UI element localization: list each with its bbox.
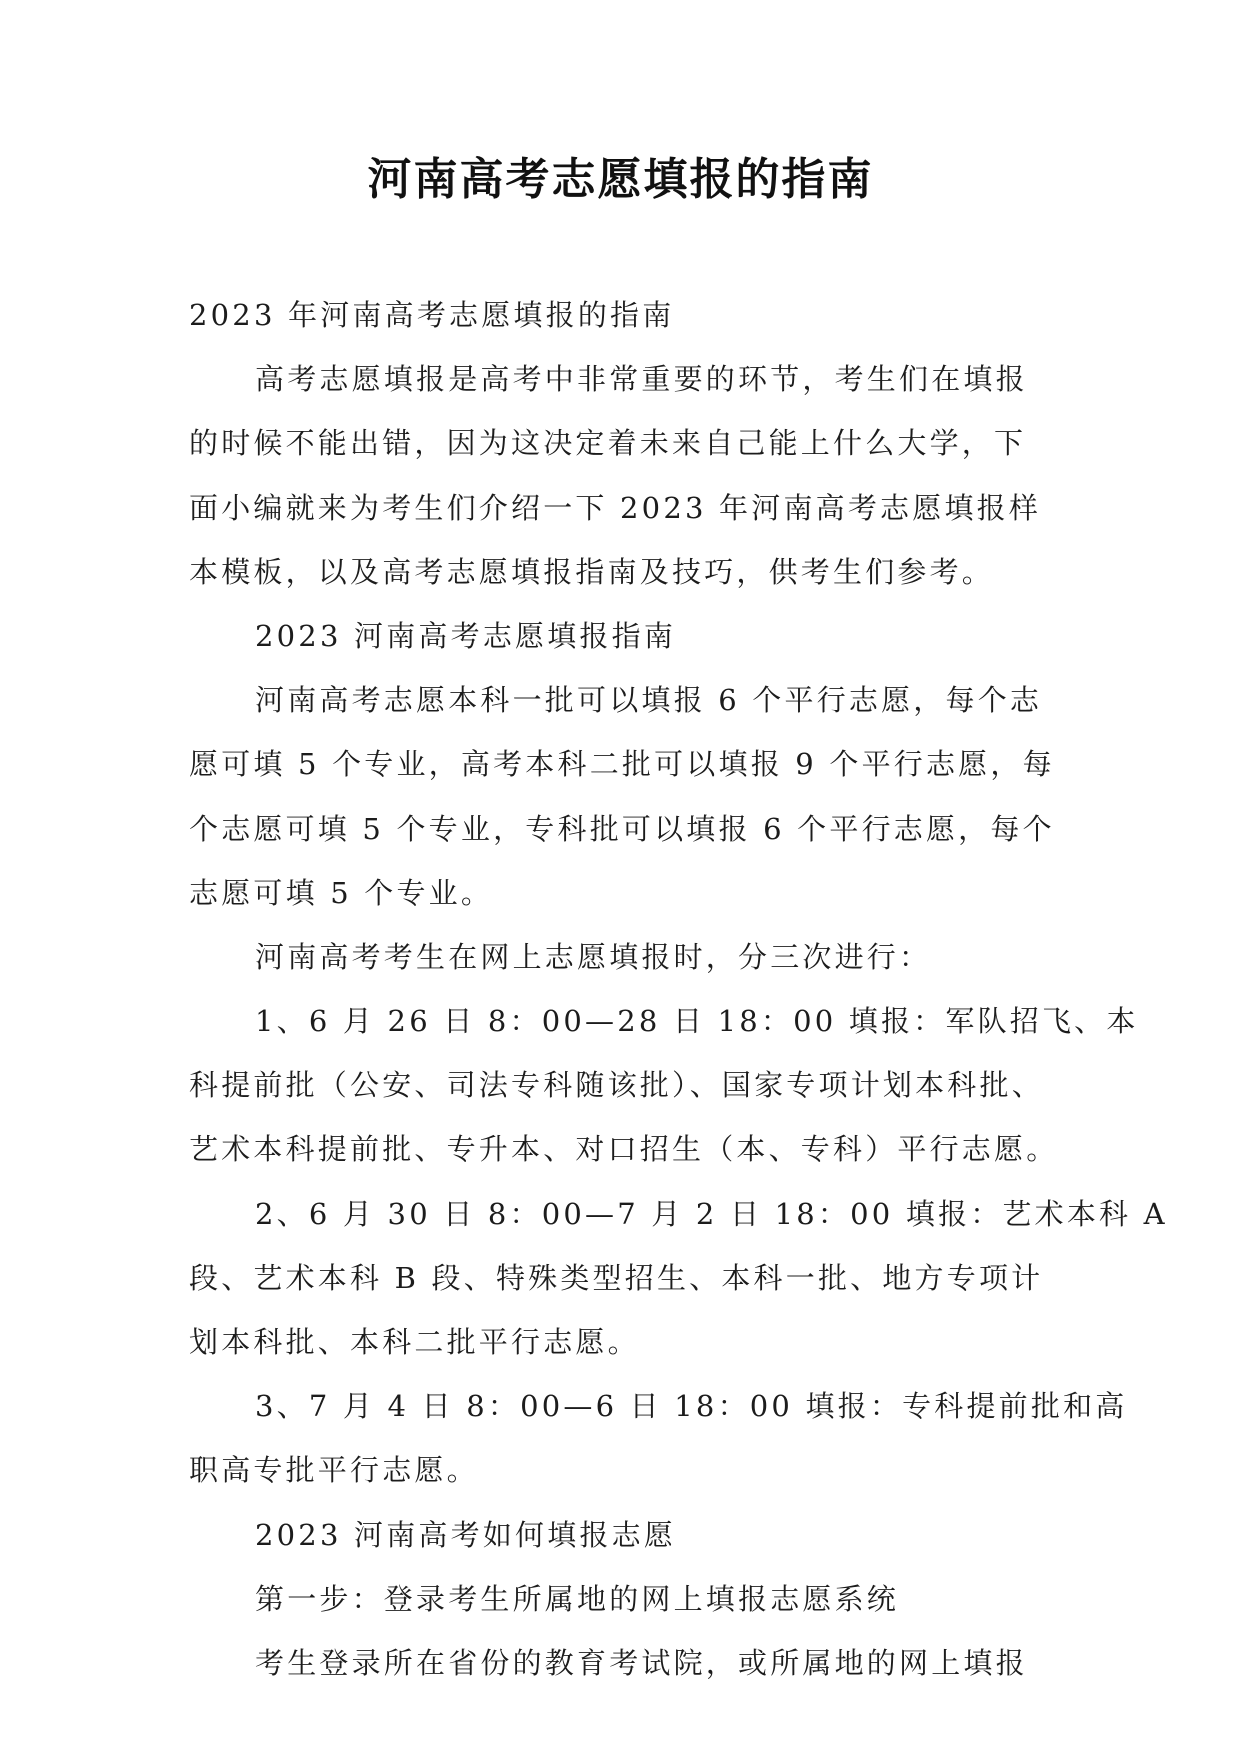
text-line: 2023 河南高考志愿填报指南 [255, 618, 677, 653]
text-line: 2023 河南高考如何填报志愿 [255, 1517, 677, 1552]
paragraph [189, 604, 1059, 668]
text-line: 愿可填 5 个专业，高考本科二批可以填报 9 个平行志愿，每 [189, 747, 1055, 782]
paragraph [189, 1631, 1059, 1695]
paragraph [189, 1503, 1059, 1567]
paragraph [189, 989, 1139, 1182]
text-line: 面小编就来为考生们介绍一下 2023 年河南高考志愿填报样 [189, 490, 1042, 525]
text-line: 个志愿可填 5 个专业，专科批可以填报 6 个平行志愿，每个 [189, 811, 1055, 846]
text-line: 高考志愿填报是高考中非常重要的环节，考生们在填报 [255, 362, 1028, 397]
text-line: 的时候不能出错，因为这决定着未来自己能上什么大学，下 [189, 426, 1027, 461]
text-line: 科提前批（公安、司法专科随该批）、国家专项计划本科批、 [189, 1068, 1044, 1103]
document-title: 河南高考志愿填报的指南 [367, 154, 874, 205]
paragraph [189, 283, 1059, 347]
text-line: 第一步：登录考生所属地的网上填报志愿系统 [255, 1581, 900, 1616]
text-line: 3、7 月 4 日 8：00—6 日 18：00 填报：专科提前批和高 [255, 1389, 1128, 1424]
paragraph [189, 1182, 1168, 1375]
document-body [189, 283, 1168, 1695]
paragraph [189, 347, 1059, 604]
text-line: 艺术本科提前批、专升本、对口招生（本、专科）平行志愿。 [189, 1132, 1059, 1167]
paragraph [189, 668, 1059, 925]
paragraph [189, 925, 1059, 989]
text-line: 2023 年河南高考志愿填报的指南 [189, 298, 675, 332]
text-line: 划本科批、本科二批平行志愿。 [189, 1325, 640, 1359]
text-line: 志愿可填 5 个专业。 [189, 875, 494, 910]
paragraph [189, 1374, 1128, 1502]
text-line: 段、艺术本科 B 段、特殊类型招生、本科一批、地方专项计 [189, 1260, 1044, 1295]
text-line: 考生登录所在省份的教育考试院，或所属地的网上填报 [255, 1645, 1028, 1680]
text-line: 河南高考考生在网上志愿填报时，分三次进行： [255, 939, 932, 974]
text-line: 1、6 月 26 日 8：00—28 日 18：00 填报：军队招飞、本 [255, 1004, 1139, 1039]
paragraph [189, 1567, 1059, 1631]
text-line: 2、6 月 30 日 8：00—7 月 2 日 18：00 填报：艺术本科 A [255, 1196, 1168, 1231]
text-line: 职高专批平行志愿。 [189, 1453, 479, 1488]
text-line: 河南高考志愿本科一批可以填报 6 个平行志愿，每个志 [255, 683, 1043, 718]
text-line: 本模板，以及高考志愿填报指南及技巧，供考生们参考。 [189, 554, 995, 589]
